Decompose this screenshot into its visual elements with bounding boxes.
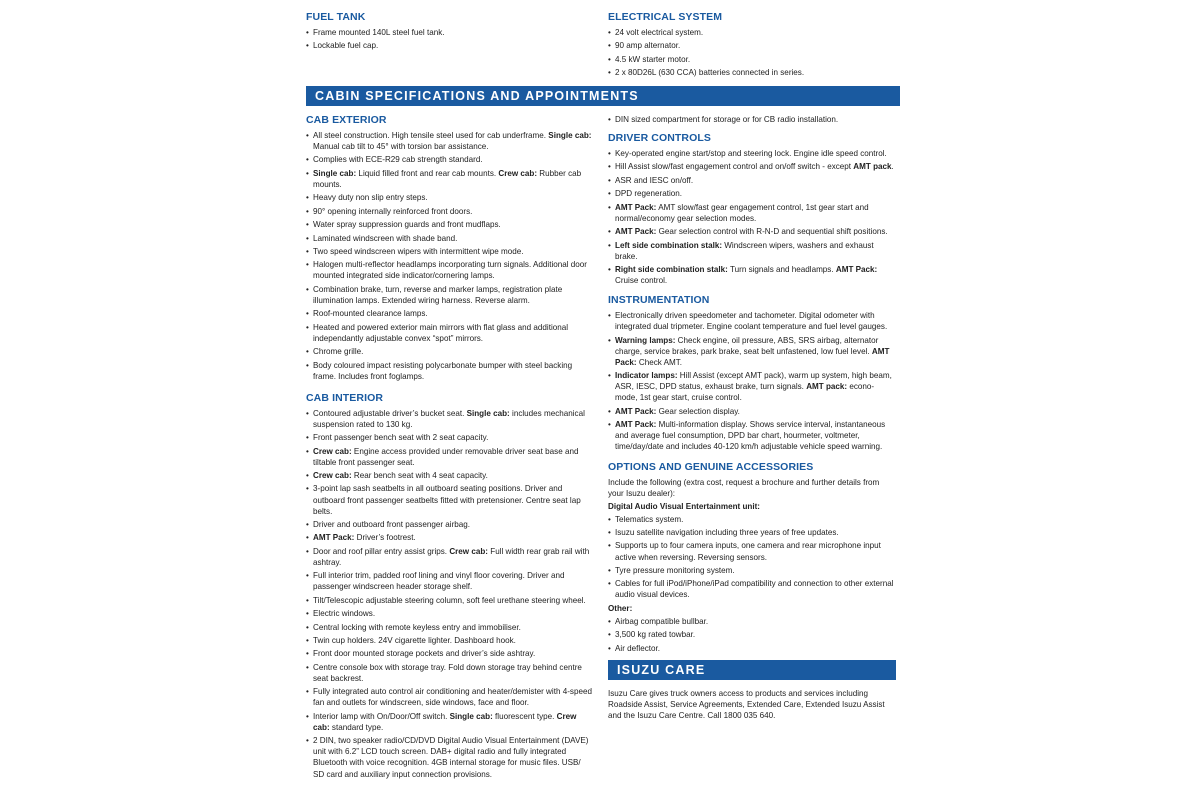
other-subheading: Other: [608, 603, 633, 613]
isuzu-care-banner: ISUZU CARE [608, 660, 896, 680]
right-column [608, 114, 896, 723]
list-item: • Laminated windscreen with shade band. [306, 233, 594, 244]
list-item: • Water spray suppression guards and front mudflaps. [306, 219, 594, 230]
list-item: • 90 amp alternator. [608, 40, 898, 51]
list-item: • AMT Pack: AMT slow/fast gear engagement control, 1st gear start and normal/economy gear selection modes. [608, 202, 896, 224]
section-heading: OPTIONS AND GENUINE ACCESSORIES [608, 460, 814, 473]
list-item: • Warning lamps: Check engine, oil pressure, ABS, SRS airbag, alternator charge, service brakes, park brake, seat belt unfastened, low fuel level. AMT Pack: Check AMT. [608, 335, 896, 368]
list-item: • Left side combination stalk: Windscreen wipers, washers and exhaust brake. [608, 240, 896, 262]
list-item: • Telematics system. [608, 514, 896, 525]
section-heading: CAB INTERIOR [306, 391, 384, 404]
list-item: • Twin cup holders. 24V cigarette lighter. Dashboard hook. [306, 635, 594, 646]
other-list [608, 616, 896, 654]
fuel-tank-list [306, 27, 596, 51]
list-item: • 90° opening internally reinforced front doors. [306, 206, 594, 217]
list-item: • Two speed windscreen wipers with intermittent wipe mode. [306, 246, 594, 257]
list-item: • Interior lamp with On/Door/Off switch. Single cab: fluorescent type. Crew cab: standard type. [306, 711, 594, 733]
list-item: • DIN sized compartment for storage or for CB radio installation. [608, 114, 896, 125]
cab-exterior-list [306, 130, 594, 382]
list-item: • Door and roof pillar entry assist grips. Crew cab: Full width rear grab rail with ashtray. [306, 546, 594, 568]
list-item: • AMT Pack: Gear selection control with R-N-D and sequential shift positions. [608, 226, 896, 237]
list-item: • Full interior trim, padded roof lining and vinyl floor covering. Driver and passenger windscreen header storage shelf. [306, 570, 594, 592]
list-item: • Front passenger bench seat with 2 seat capacity. [306, 432, 594, 443]
list-item: • Fully integrated auto control air conditioning and heater/demister with 4-speed fan and outlets for windscreen, side windows, face and floor. [306, 686, 594, 708]
list-item: • Roof-mounted clearance lamps. [306, 308, 594, 319]
list-item: • Crew cab: Rear bench seat with 4 seat capacity. [306, 470, 594, 481]
list-item: • Lockable fuel cap. [306, 40, 596, 51]
cabin-banner: CABIN SPECIFICATIONS AND APPOINTMENTS [306, 86, 900, 106]
list-item: • AMT Pack: Driver’s footrest. [306, 532, 594, 543]
list-item: • 3,500 kg rated towbar. [608, 629, 896, 640]
electrical-section [608, 11, 898, 81]
list-item: • Centre console box with storage tray. Fold down storage tray behind centre seat backrest. [306, 662, 594, 684]
cab-interior-list [306, 408, 594, 780]
list-item: • DPD regeneration. [608, 188, 896, 199]
list-item: • Key-operated engine start/stop and steering lock. Engine idle speed control. [608, 148, 896, 159]
list-item: • Airbag compatible bullbar. [608, 616, 896, 627]
list-item: • 4.5 kW starter motor. [608, 54, 898, 65]
list-item: • Electronically driven speedometer and tachometer. Digital odometer with integrated dual tripmeter. Engine coolant temperature and fuel level gauges. [608, 310, 896, 332]
list-item: • Hill Assist slow/fast engagement control and on/off switch - except AMT pack. [608, 161, 896, 172]
options-intro: Include the following (extra cost, request a brochure and further details from your Isuzu dealer): [608, 477, 880, 498]
list-item: • 24 volt electrical system. [608, 27, 898, 38]
electrical-list [608, 27, 898, 78]
driver-controls-list [608, 148, 896, 286]
list-item: • Single cab: Liquid filled front and rear cab mounts. Crew cab: Rubber cab mounts. [306, 168, 594, 190]
list-item: • Cables for full iPod/iPhone/iPad compatibility and connection to other external audio visual devices. [608, 578, 896, 600]
list-item: • Combination brake, turn, reverse and marker lamps, registration plate illumination lamps. Extended wiring harness. Reverse alarm. [306, 284, 594, 306]
list-item: • Driver and outboard front passenger airbag. [306, 519, 594, 530]
list-item: • AMT Pack: Gear selection display. [608, 406, 896, 417]
list-item: • Tyre pressure monitoring system. [608, 565, 896, 576]
dave-subheading: Digital Audio Visual Entertainment unit: [608, 501, 760, 511]
list-item: • Halogen multi-reflector headlamps incorporating turn signals. Additional door mounted integrated side indicator/cornering lamps. [306, 259, 594, 281]
list-item: • Supports up to four camera inputs, one camera and rear microphone input active when reversing. Reversing sensors. [608, 540, 896, 562]
list-item: • ASR and IESC on/off. [608, 175, 896, 186]
list-item: • Heavy duty non slip entry steps. [306, 192, 594, 203]
list-item: • Crew cab: Engine access provided under removable driver seat base and tiltable front passenger seat. [306, 446, 594, 468]
instrumentation-list [608, 310, 896, 452]
dave-list [608, 514, 896, 601]
list-item: • Contoured adjustable driver’s bucket seat. Single cab: includes mechanical suspension rated to 130 kg. [306, 408, 594, 430]
list-item: • All steel construction. High tensile steel used for cab underframe. Single cab: Manual cab tilt to 45° with torsion bar assistance. [306, 130, 594, 152]
isuzu-care-text: Isuzu Care gives truck owners access to products and services including Roadside Assist, Service Agreements, Extended Care, Extended Isuzu Assist and the Isuzu Care Centre. Call 1800 035 640. [608, 688, 885, 720]
din-list [608, 114, 896, 125]
section-heading: CAB EXTERIOR [306, 114, 387, 126]
list-item: • Isuzu satellite navigation including three years of free updates. [608, 527, 896, 538]
section-heading: ELECTRICAL SYSTEM [608, 11, 723, 23]
list-item: • Complies with ECE-R29 cab strength standard. [306, 154, 594, 165]
list-item: • Chrome grille. [306, 346, 594, 357]
section-heading: INSTRUMENTATION [608, 294, 710, 307]
fuel-tank-section [306, 11, 596, 54]
list-item: • 2 DIN, two speaker radio/CD/DVD Digital Audio Visual Entertainment (DAVE) unit with 6.2” LCD touch screen. DAB+ digital radio and fully integrated Bluetooth with voice recognition. 4GB internal storage for music files. USB/ SD card and auxiliary input connection provisions. [306, 735, 594, 779]
left-column [306, 114, 594, 782]
list-item: • Tilt/Telescopic adjustable steering column, soft feel urethane steering wheel. [306, 595, 594, 606]
section-heading: DRIVER CONTROLS [608, 132, 712, 145]
list-item: • Heated and powered exterior main mirrors with flat glass and additional independantly adjustable convex “spot” mirrors. [306, 322, 594, 344]
list-item: • Body coloured impact resisting polycarbonate bumper with steel backing frame. Includes front foglamps. [306, 360, 594, 382]
list-item: • Right side combination stalk: Turn signals and headlamps. AMT Pack: Cruise control. [608, 264, 896, 286]
list-item: • Indicator lamps: Hill Assist (except AMT pack), warm up system, high beam, ASR, IESC, DPD status, exhaust brake, turn signals. AMT pack: econo-mode, 1st gear start, cruise control. [608, 370, 896, 403]
list-item: • Air deflector. [608, 643, 896, 654]
list-item: • AMT Pack: Multi-information display. Shows service interval, instantaneous and average fuel consumption, DPD bar chart, hourmeter, voltmeter, time/day/date and includes 40-120 km/h adjustable vehicle speed warning. [608, 419, 896, 452]
list-item: • Frame mounted 140L steel fuel tank. [306, 27, 596, 38]
list-item: • 3-point lap sash seatbelts in all outboard seating positions. Driver and outboard front passenger seatbelts fitted with pretensioner. Centre seat lap belts. [306, 483, 594, 516]
spec-page [300, 0, 900, 800]
section-heading: FUEL TANK [306, 11, 366, 23]
list-item: • Electric windows. [306, 608, 594, 619]
list-item: • Central locking with remote keyless entry and immobiliser. [306, 622, 594, 633]
list-item: • Front door mounted storage pockets and driver’s side ashtray. [306, 648, 594, 659]
list-item: • 2 x 80D26L (630 CCA) batteries connected in series. [608, 67, 898, 78]
